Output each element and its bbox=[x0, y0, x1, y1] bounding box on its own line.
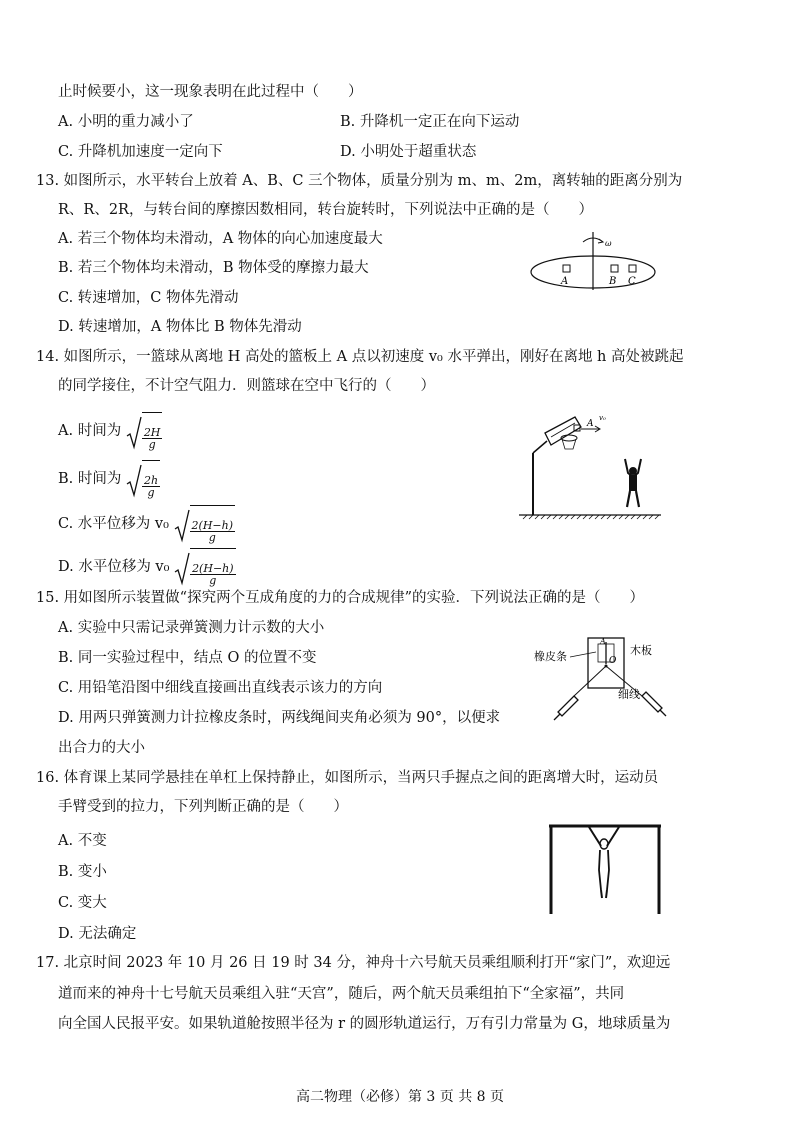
point-a-label: A bbox=[587, 419, 594, 429]
block-b-label: B bbox=[609, 276, 617, 287]
q14-option-c bbox=[58, 505, 235, 543]
point-a-label-15: A bbox=[600, 637, 606, 646]
q15-option-a: A. 实验中只需记录弹簧测力计示数的大小 bbox=[58, 620, 325, 636]
sqrt-2H-minus-h-over-g: $\frac{2(H-h)}{g}$ bbox=[174, 505, 235, 543]
q13-stem-line2: R、R、2R，与转台间的摩擦因数相同，转台旋转时，下列说法中正确的是（ ） bbox=[58, 202, 593, 218]
q16-horizontal-bar-figure bbox=[545, 818, 665, 918]
q16-option-d: D. 无法确定 bbox=[58, 926, 137, 942]
q16-stem-line1: 16. 体育课上某同学悬挂在单杠上保持静止，如图所示，当两只手握点之间的距离增大时，运动员 bbox=[36, 770, 659, 786]
q15-stem-line1: 15. 用如图所示装置做“探究两个互成角度的力的合成规律”的实验．下列说法正确的是（ ） bbox=[36, 590, 644, 606]
sqrt-2h-over-g: $\frac{2h}{g}$ bbox=[126, 460, 160, 498]
q14-option-d bbox=[58, 548, 236, 586]
q15-option-d: D. 用两只弹簧测力计拉橡皮条时，两线绳间夹角必须为 90°，以便求 bbox=[58, 710, 501, 726]
rubber-band-label: 橡皮条 bbox=[534, 650, 567, 663]
q13-turntable-figure bbox=[525, 232, 665, 307]
q14-option-a bbox=[58, 412, 162, 450]
q13-option-a: A. 若三个物体均未滑动，A 物体的向心加速度最大 bbox=[58, 231, 383, 247]
q14-basketball-figure bbox=[515, 405, 665, 523]
q12-option-a: A. 小明的重力减小了 bbox=[58, 114, 194, 130]
q14-option-d-prefix: D. 水平位移为 v₀ bbox=[58, 559, 170, 575]
block-a-label: A bbox=[561, 276, 569, 287]
q13-stem-line1: 13. 如图所示，水平转台上放着 A、B、C 三个物体，质量分别为 m、m、2m，离转轴的距离分别为 bbox=[36, 173, 683, 189]
q14-option-b bbox=[58, 460, 160, 498]
q14-stem-line2: 的同学接住，不计空气阻力．则篮球在空中飞行的（ ） bbox=[58, 378, 435, 394]
q14-option-b-prefix: B. 时间为 bbox=[58, 471, 122, 487]
q16-option-a: A. 不变 bbox=[58, 833, 107, 849]
q12-stem-cont: 止时候要小，这一现象表明在此过程中（ ） bbox=[58, 84, 363, 100]
q15-force-table-figure bbox=[530, 630, 700, 730]
q15-option-c: C. 用铅笔沿图中细线直接画出直线表示该力的方向 bbox=[58, 680, 383, 696]
omega-label: ω bbox=[605, 239, 612, 248]
q16-option-b: B. 变小 bbox=[58, 864, 107, 880]
sqrt-2H-minus-h-over-g-d: $\frac{2(H-h)}{g}$ bbox=[174, 548, 235, 586]
q14-option-a-prefix: A. 时间为 bbox=[58, 423, 122, 439]
q17-stem-line2: 道而来的神舟十七号航天员乘组入驻“天宫”，随后，两个航天员乘组拍下“全家福”，共同 bbox=[58, 986, 625, 1002]
q14-stem-line1: 14. 如图所示，一篮球从离地 H 高处的篮板上 A 点以初速度 v₀ 水平弹出，刚好在离地 h 高处被跳起 bbox=[36, 349, 684, 365]
q12-option-d: D. 小明处于超重状态 bbox=[340, 144, 477, 160]
q13-option-d: D. 转速增加，A 物体比 B 物体先滑动 bbox=[58, 319, 302, 335]
v0-label: v₀ bbox=[599, 414, 606, 422]
sqrt-2H-over-g: $\frac{2H}{g}$ bbox=[126, 412, 163, 450]
q15-option-b: B. 同一实验过程中，结点 O 的位置不变 bbox=[58, 650, 317, 666]
knot-o-label: O bbox=[609, 656, 617, 666]
q15-option-d-cont: 出合力的大小 bbox=[58, 740, 145, 756]
board-label: 木板 bbox=[630, 644, 652, 657]
q12-option-c: C. 升降机加速度一定向下 bbox=[58, 144, 223, 160]
block-c-label: C bbox=[628, 276, 636, 287]
q12-option-b: B. 升降机一定正在向下运动 bbox=[340, 114, 520, 130]
q17-stem-line3: 向全国人民报平安。如果轨道舱按照半径为 r 的圆形轨道运行，万有引力常量为 G，地球质量为 bbox=[58, 1016, 671, 1032]
q16-stem-line2: 手臂受到的拉力，下列判断正确的是（ ） bbox=[58, 799, 348, 815]
q16-option-c: C. 变大 bbox=[58, 895, 107, 911]
page-footer: 高二物理（必修）第 3 页 共 8 页 bbox=[295, 1089, 505, 1105]
q14-option-c-prefix: C. 水平位移为 v₀ bbox=[58, 516, 169, 532]
q13-option-b: B. 若三个物体均未滑动，B 物体受的摩擦力最大 bbox=[58, 260, 369, 276]
q17-stem-line1: 17. 北京时间 2023 年 10 月 26 日 19 时 34 分，神舟十六号航天员乘组顺利打开“家门”，欢迎远 bbox=[36, 955, 671, 971]
string-label: 细线 bbox=[618, 688, 640, 701]
q13-option-c: C. 转速增加，C 物体先滑动 bbox=[58, 290, 239, 306]
